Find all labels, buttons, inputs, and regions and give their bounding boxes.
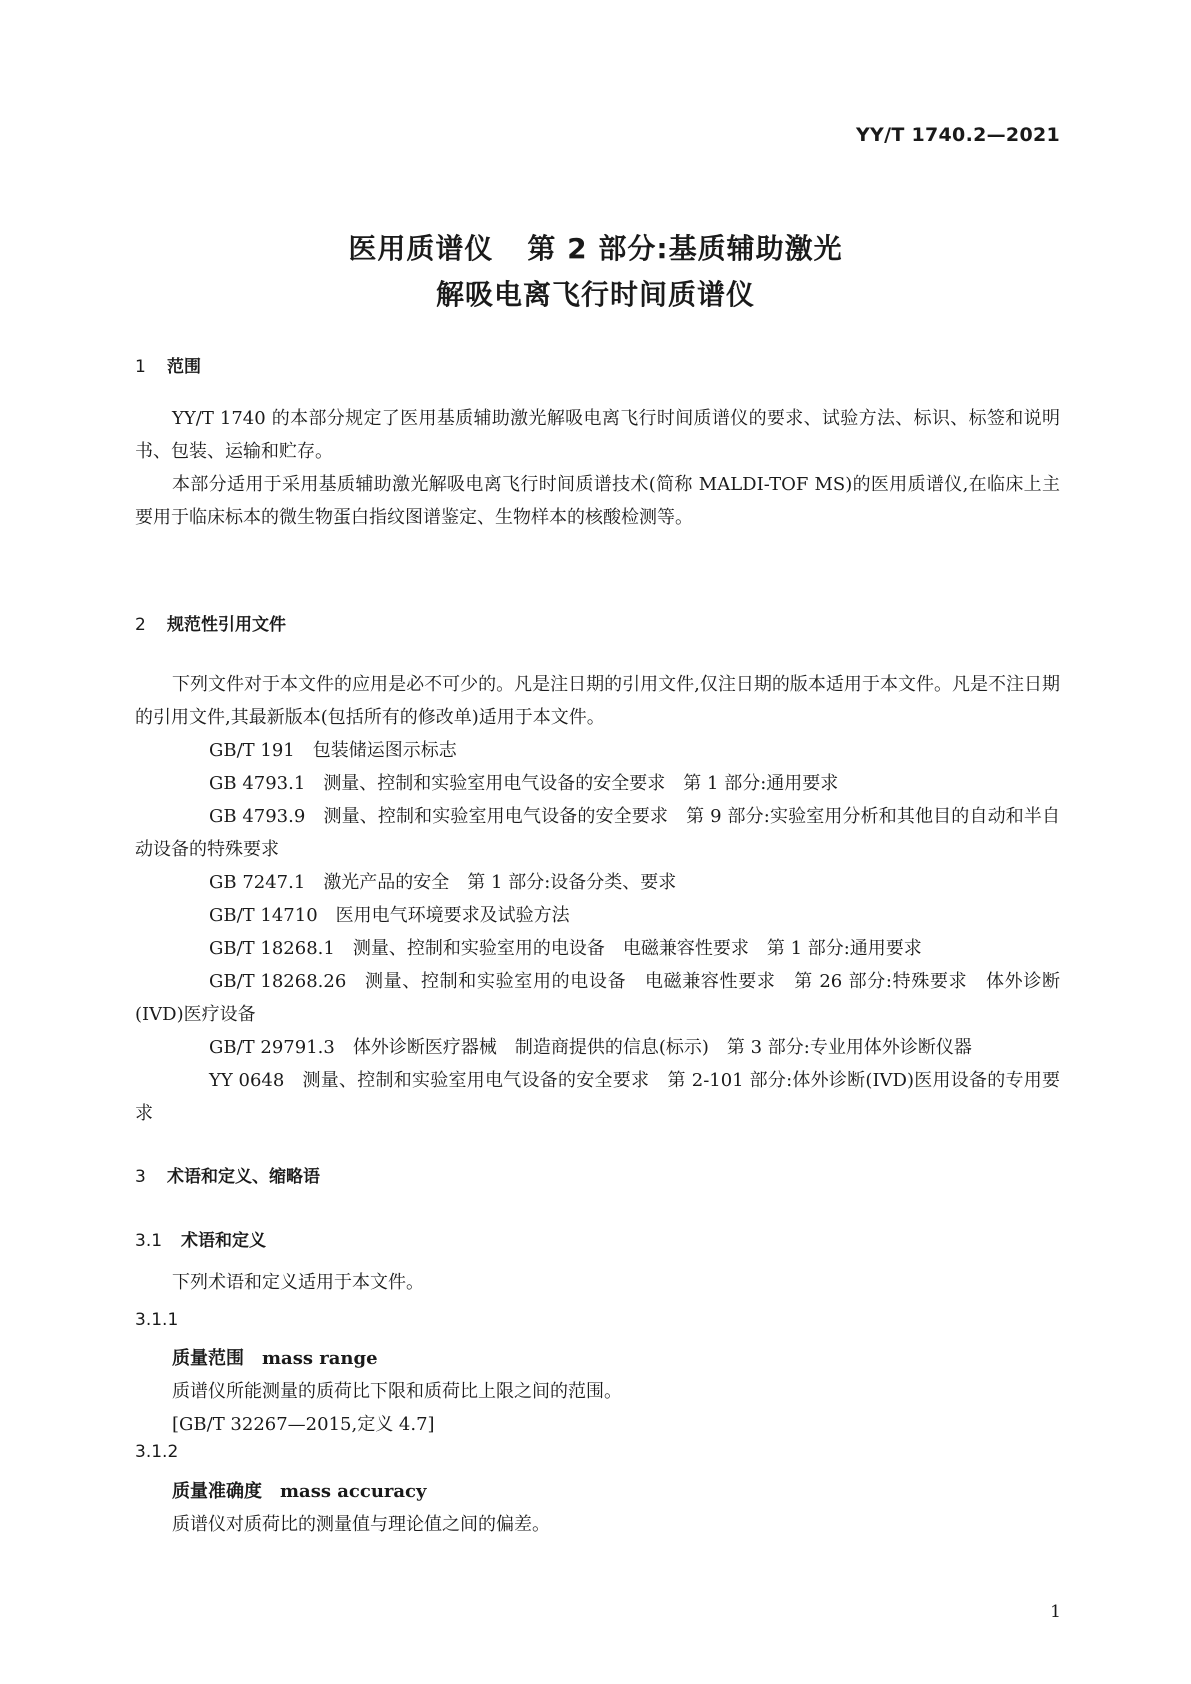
reference-item (135, 1031, 1060, 1064)
term-entry (135, 1475, 1060, 1541)
section-2-body (135, 668, 1060, 1130)
term-number: 3.1.2 (135, 1442, 179, 1462)
section-title: 规范性引用文件 (167, 615, 286, 635)
reference-item (135, 800, 1060, 866)
reference-title: 测量、控制和实验室用的电设备 电磁兼容性要求 第 26 部分:特殊要求 体外诊断(IVD)医疗设备 (135, 971, 1060, 1025)
reference-title: 医用电气环境要求及试验方法 (335, 905, 570, 926)
section-3-heading (135, 1162, 1060, 1187)
term-entry (135, 1342, 1060, 1441)
reference-code: GB/T 18268.1 (209, 938, 335, 959)
term-name (135, 1342, 1060, 1375)
subsection-title: 术语和定义 (181, 1231, 266, 1251)
title-part-a: 医用质谱仪 (348, 232, 494, 265)
reference-item (135, 1064, 1060, 1130)
reference-title: 测量、控制和实验室用电气设备的安全要求 第 1 部分:通用要求 (323, 773, 839, 794)
title-line-2: 解吸电离飞行时间质谱仪 (435, 278, 755, 311)
reference-code: GB 4793.1 (209, 773, 306, 794)
paragraph: 下列术语和定义适用于本文件。 (172, 1272, 424, 1293)
reference-item (135, 932, 1060, 965)
section-title: 范围 (167, 357, 201, 377)
term-name-zh: 质量范围 (172, 1348, 244, 1369)
reference-item (135, 767, 1060, 800)
section-2-heading (135, 610, 1060, 635)
reference-title: 体外诊断医疗器械 制造商提供的信息(标示) 第 3 部分:专业用体外诊断仪器 (352, 1037, 972, 1058)
section-1-body (135, 402, 1060, 534)
subsection-3-1-intro (135, 1266, 1060, 1299)
term-name (135, 1475, 1060, 1508)
paragraph: 下列文件对于本文件的应用是必不可少的。凡是注日期的引用文件,仅注日期的版本适用于本文件。凡是不注日期的引用文件,其最新版本(包括所有的修改单)适用于本文件。 (135, 674, 1060, 728)
title-part-b: 第 2 部分:基质辅助激光 (527, 232, 843, 265)
paragraph: YY/T 1740 的本部分规定了医用基质辅助激光解吸电离飞行时间质谱仪的要求、试验方法、标识、标签和说明书、包装、运输和贮存。 (135, 408, 1060, 462)
term-number: 3.1.1 (135, 1310, 179, 1330)
reference-code: GB 7247.1 (209, 872, 306, 893)
reference-title: 测量、控制和实验室用电气设备的安全要求 第 2-101 部分:体外诊断(IVD)医用设备的专用要求 (135, 1070, 1060, 1124)
term-definition: 质谱仪所能测量的质荷比下限和质荷比上限之间的范围。 (172, 1381, 622, 1402)
reference-item (135, 965, 1060, 1031)
standard-code: YY/T 1740.2—2021 (855, 124, 1060, 146)
term-name-en: mass accuracy (280, 1481, 427, 1502)
reference-code: GB/T 14710 (209, 905, 318, 926)
term-name-zh: 质量准确度 (172, 1481, 262, 1502)
reference-item (135, 899, 1060, 932)
subsection-3-1-heading (135, 1226, 1060, 1251)
term-name-en: mass range (262, 1348, 378, 1369)
page-number: 1 (1050, 1602, 1061, 1622)
reference-item (135, 734, 1060, 767)
reference-title: 测量、控制和实验室用的电设备 电磁兼容性要求 第 1 部分:通用要求 (352, 938, 922, 959)
reference-code: GB 4793.9 (209, 806, 306, 827)
reference-code: GB/T 191 (209, 740, 295, 761)
section-number: 1 (135, 357, 146, 377)
reference-code: GB/T 29791.3 (209, 1037, 335, 1058)
reference-code: YY 0648 (209, 1070, 285, 1091)
term-definition: 质谱仪对质荷比的测量值与理论值之间的偏差。 (172, 1514, 550, 1535)
section-number: 2 (135, 615, 146, 635)
section-title: 术语和定义、缩略语 (167, 1167, 320, 1187)
document-title (0, 226, 1191, 318)
section-1-heading (135, 352, 1060, 377)
reference-code: GB/T 18268.26 (209, 971, 347, 992)
paragraph: 本部分适用于采用基质辅助激光解吸电离飞行时间质谱技术(简称 MALDI-TOF MS)的医用质谱仪,在临床上主要用于临床标本的微生物蛋白指纹图谱鉴定、生物样本的核酸检测等。 (135, 474, 1060, 528)
reference-item (135, 866, 1060, 899)
term-source: [GB/T 32267—2015,定义 4.7] (172, 1414, 435, 1435)
subsection-number: 3.1 (135, 1231, 163, 1251)
title-line-1 (0, 226, 1191, 272)
section-number: 3 (135, 1167, 146, 1187)
reference-title: 激光产品的安全 第 1 部分:设备分类、要求 (323, 872, 677, 893)
reference-title: 测量、控制和实验室用电气设备的安全要求 第 9 部分:实验室用分析和其他目的自动和半自动设备的特殊要求 (135, 806, 1060, 860)
reference-title: 包装储运图示标志 (312, 740, 457, 761)
